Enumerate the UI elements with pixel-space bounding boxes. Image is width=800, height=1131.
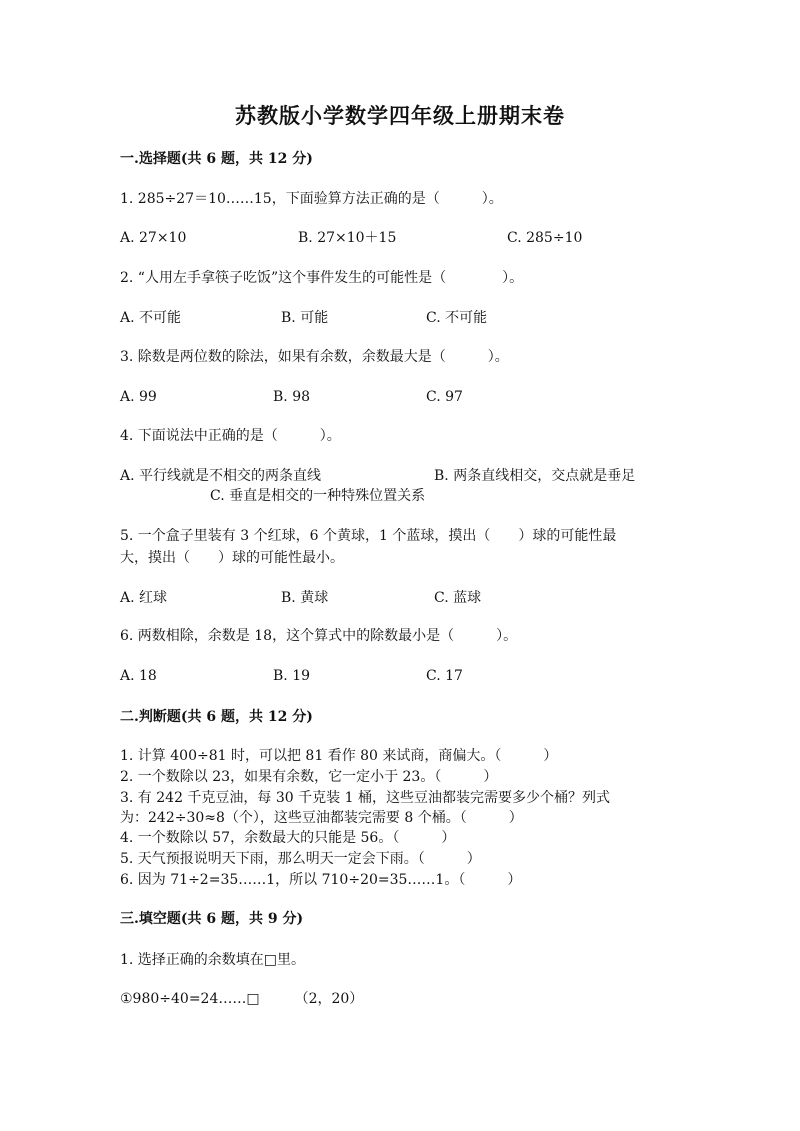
question-3-option-b: B. 98 xyxy=(273,389,311,405)
question-6-option-a: A. 18 xyxy=(120,668,157,684)
question-1-option-a: A. 27×10 xyxy=(120,230,187,246)
question-6-option-c: C. 17 xyxy=(426,668,463,684)
question-3-stem: 3. 除数是两位数的除法，如果有余数，余数最大是（ ）。 xyxy=(120,349,509,365)
judgement-line-4: 为：242÷30≈8（个），这些豆油都装完需要 8 个桶。（ ） xyxy=(120,810,523,826)
judgement-line-5: 4. 一个数除以 57，余数最大的只能是 56。（ ） xyxy=(120,830,456,846)
question-5-stem-line-2: 大，摸出（ ）球的可能性最小。 xyxy=(120,550,344,566)
question-5-option-a: A. 红球 xyxy=(120,590,168,606)
question-4-option-b: B. 两条直线相交，交点就是垂足 xyxy=(434,468,636,484)
question-2-option-b: B. 可能 xyxy=(281,310,329,326)
judgement-line-3: 3. 有 242 千克豆油，每 30 千克装 1 桶，这些豆油都装完需要多少个桶？列式 xyxy=(120,790,610,806)
question-6-option-b: B. 19 xyxy=(273,668,311,684)
question-4-option-a: A. 平行线就是不相交的两条直线 xyxy=(120,468,322,484)
question-4-option-c: C. 垂直是相交的一种特殊位置关系 xyxy=(210,488,426,504)
section-heading-choice: 一.选择题(共 6 题，共 12 分) xyxy=(120,151,313,167)
judgement-line-1: 1. 计算 400÷81 时，可以把 81 看作 80 来试商，商偏大。（ ） xyxy=(120,748,558,764)
question-6-stem: 6. 两数相除，余数是 18，这个算式中的除数最小是（ ）。 xyxy=(120,628,518,644)
question-5-stem-line-1: 5. 一个盒子里装有 3 个红球，6 个黄球，1 个蓝球，摸出（ ）球的可能性最 xyxy=(120,528,617,544)
judgement-line-7: 6. 因为 71÷2=35……1，所以 710÷20=35……1。（ ） xyxy=(120,872,522,888)
question-2-stem: 2. “人用左手拿筷子吃饭”这个事件发生的可能性是（ ）。 xyxy=(120,270,524,286)
question-1-stem: 1. 285÷27＝10……15，下面验算方法正确的是（ ）。 xyxy=(120,191,503,207)
question-4-stem: 4. 下面说法中正确的是（ ）。 xyxy=(120,428,341,444)
section-heading-fill-blank: 三.填空题(共 6 题，共 9 分) xyxy=(120,911,304,927)
question-3-option-c: C. 97 xyxy=(426,389,463,405)
question-1-option-b: B. 27×10＋15 xyxy=(298,230,397,246)
fill-blank-line-2: ①980÷40=24……□ （2，20） xyxy=(120,991,364,1007)
question-2-option-c: C. 不可能 xyxy=(426,310,488,326)
judgement-line-2: 2. 一个数除以 23，如果有余数，它一定小于 23。（ ） xyxy=(120,769,498,785)
section-heading-judgement: 二.判断题(共 6 题，共 12 分) xyxy=(120,709,313,725)
judgement-line-6: 5. 天气预报说明天下雨，那么明天一定会下雨。（ ） xyxy=(120,851,481,867)
question-3-option-a: A. 99 xyxy=(120,389,157,405)
fill-blank-line-1: 1. 选择正确的余数填在□里。 xyxy=(120,952,306,968)
question-5-option-c: C. 蓝球 xyxy=(434,590,482,606)
question-5-option-b: B. 黄球 xyxy=(281,590,329,606)
question-2-option-a: A. 不可能 xyxy=(120,310,182,326)
exam-title: 苏教版小学数学四年级上册期末卷 xyxy=(235,103,565,128)
question-1-option-c: C. 285÷10 xyxy=(507,230,583,246)
